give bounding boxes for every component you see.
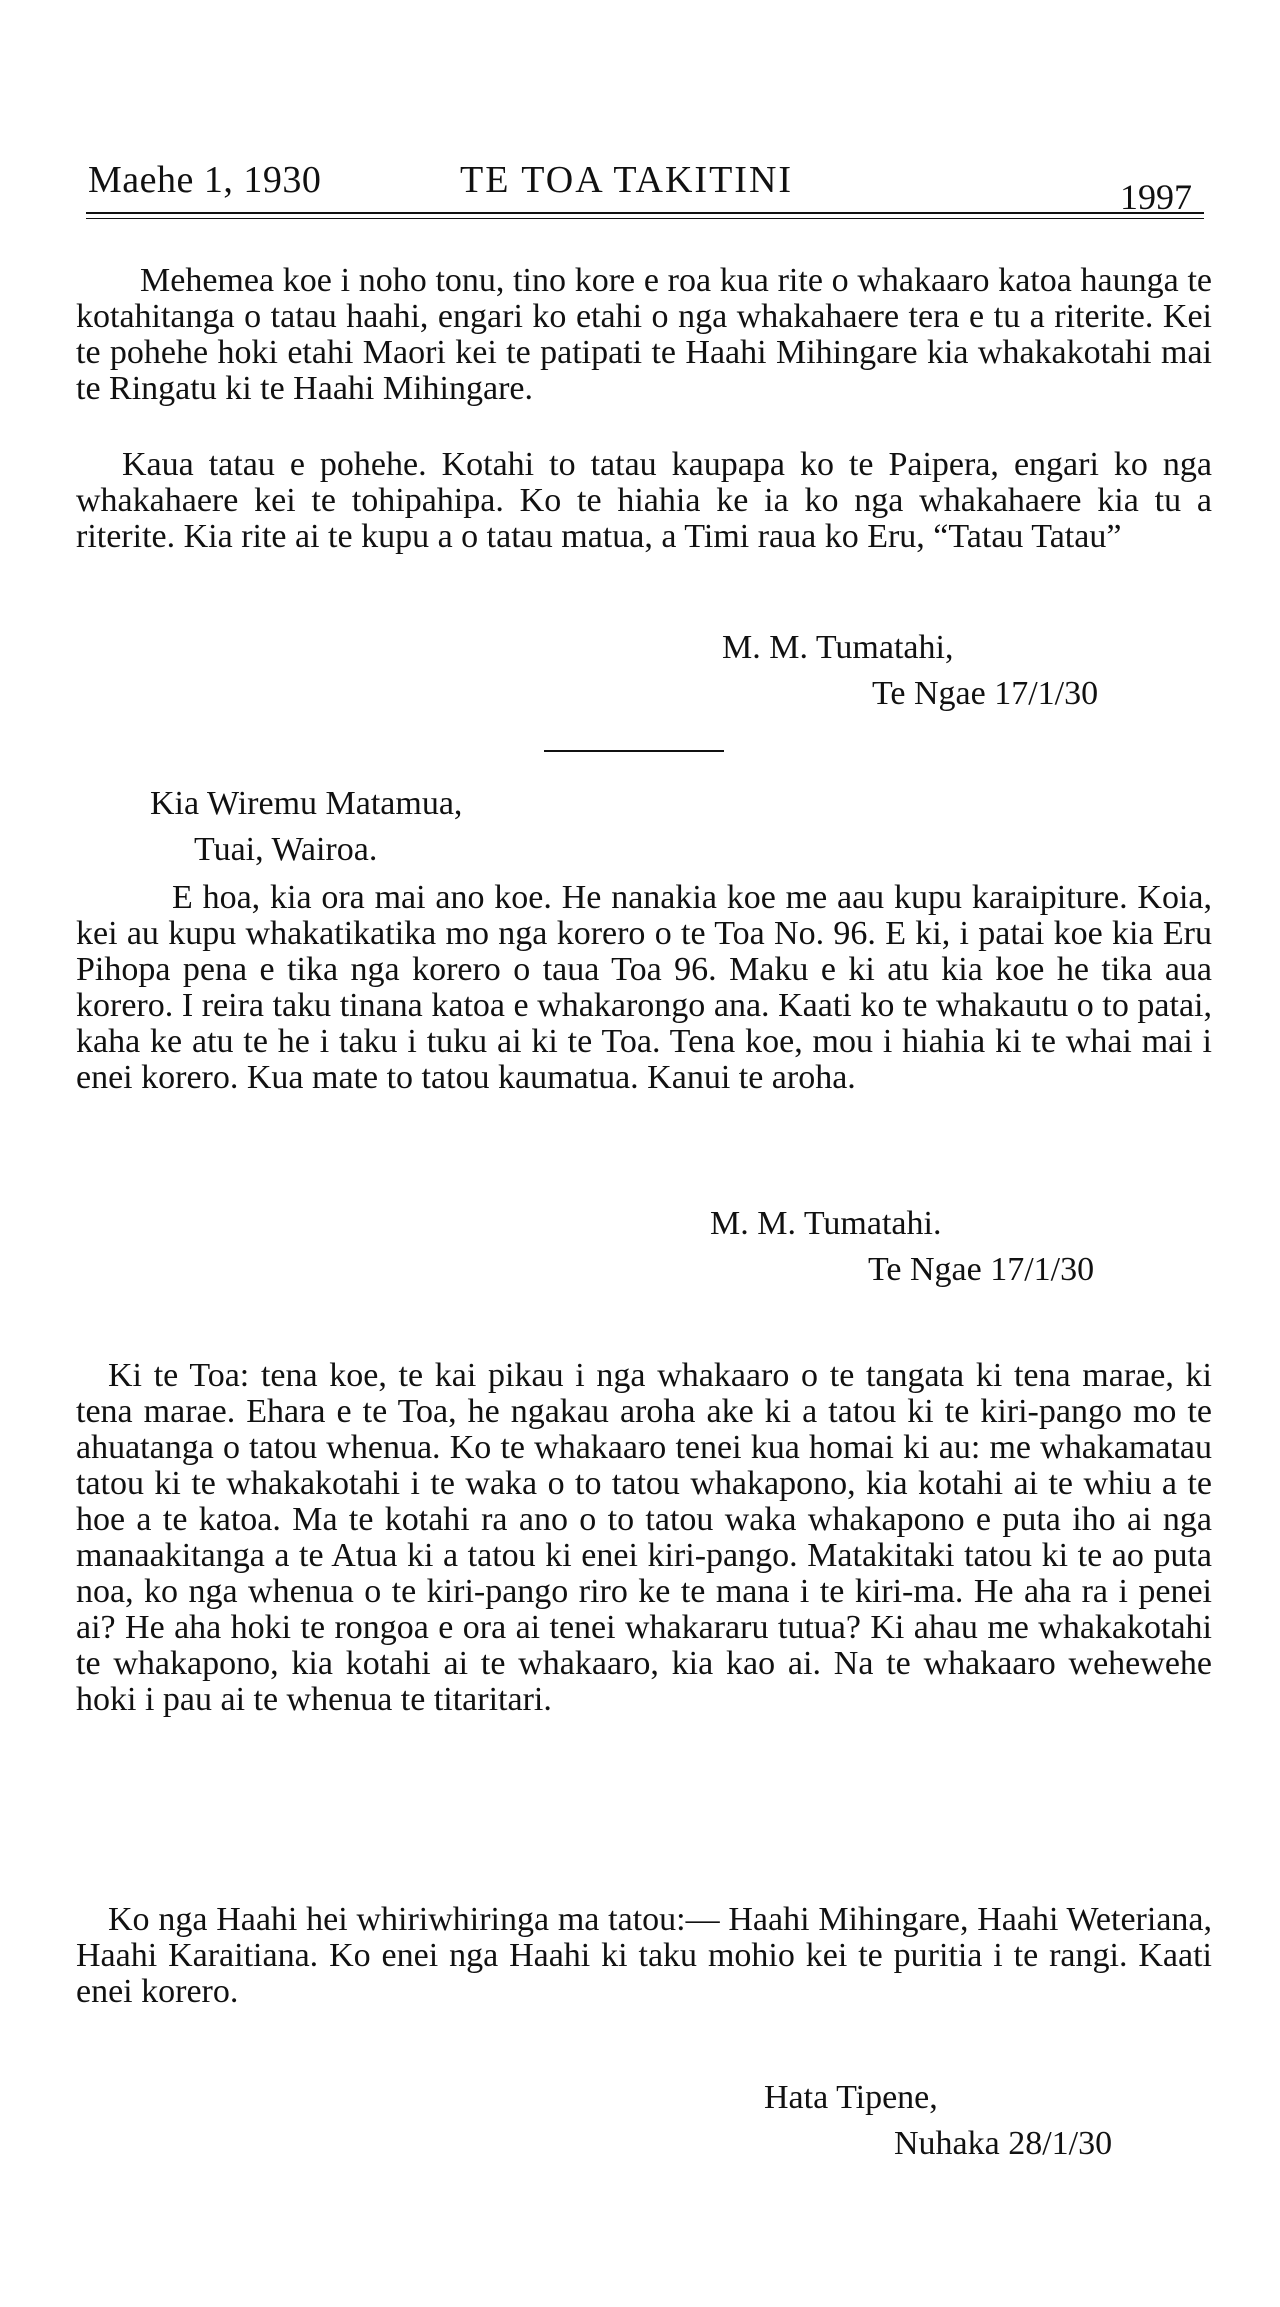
letter-2-address-line-2: Tuai, Wairoa.	[194, 831, 378, 868]
letter-2-place-date: Te Ngae 17/1/30	[868, 1251, 1095, 1288]
letter-1-place-date: Te Ngae 17/1/30	[872, 675, 1099, 712]
header-rule	[86, 212, 1204, 214]
letter-3-place-date: Nuhaka 28/1/30	[894, 2125, 1113, 2162]
letter-3-paragraph-1: Ki te Toa: tena koe, te kai pikau i nga whakaaro o te tangata ki tena marae, ki tena marae. Ehara e te Toa, he ngakau aroha ake ki a tatou ki te kiri-pango mo te ahuatanga o tatou whenua. Ko te whakaaro tenei kua homai ki au: me whakamatau tatou ki te whakakotahi i te waka o to tatou whakapono, kia kotahi ai te whiu a te hoe a te katoa. Ma te kotahi ra ano o to tatou waka whakapono e puta iho ai nga manaakitanga a te Atua ki a tatou ki enei kiri-pango. Matakitaki tatou ki te ao puta noa, ko nga whenua o te kiri-pango riro ke te mana i te kiri-ma. He aha ra i penei ai? He aha hoki te rongoa e ora ai tenei whakararu tutua? Ki ahau me whakakotahi te whakapono, kia kotahi ai te whakaaro, kia kao ai. Na te whakaaro wehewehe hoki i pau ai te whenua te titaritari.	[76, 1357, 1212, 1718]
letter-2-address-line-1: Kia Wiremu Matamua,	[150, 785, 463, 822]
letter-3-paragraph-2: Ko nga Haahi hei whiriwhiringa ma tatou:— Haahi Mihingare, Haahi Weteriana, Haahi Karaitiana. Ko enei nga Haahi ki taku mohio kei te puritia i te rangi. Kaati enei korero.	[76, 1901, 1212, 2010]
letter-1-paragraph-1: Mehemea koe i noho tonu, tino kore e roa kua rite o whakaaro katoa haunga te kotahitanga o tatau haahi, engari ko etahi o nga whakahaere tera e tu a riterite. Kei te pohehe hoki etahi Maori kei te patipati te Haahi Mihingare kia whakakotahi mai te Ringatu ki te Haahi Mihingare.	[76, 262, 1212, 407]
letter-1-paragraph-2: Kaua tatau e pohehe. Kotahi to tatau kaupapa ko te Paipera, engari ko nga whakahaere kei te tohipahipa. Ko te hiahia ke ia ko nga whakahaere kia tu a riterite. Kia rite ai te kupu a o tatau matua, a Timi raua ko Eru, “Tatau Tatau”	[76, 446, 1212, 555]
issue-date: Maehe 1, 1930	[88, 159, 322, 201]
letter-3-signature: Hata Tipene,	[764, 2079, 938, 2116]
letter-1-signature: M. M. Tumatahi,	[722, 629, 954, 666]
letter-2-signature: M. M. Tumatahi.	[710, 1205, 942, 1242]
page-number: 1997	[1120, 177, 1192, 217]
header-rule-thin	[86, 218, 1204, 219]
running-header	[88, 158, 1200, 216]
section-divider	[544, 750, 724, 752]
publication-title: TE TOA TAKITINI	[460, 159, 794, 201]
letter-2-paragraph-1: E hoa, kia ora mai ano koe. He nanakia koe me aau kupu karaipiture. Koia, kei au kupu whakatikatika mo nga korero o te Toa No. 96. E ki, i patai koe kia Eru Pihopa pena e tika nga korero o taua Toa 96. Maku e ki atu kia koe he tika aua korero. I reira taku tinana katoa e whakarongo ana. Kaati ko te whakautu o to patai, kaha ke atu te he i taku i tuku ai ki te Toa. Tena koe, mou i hiahia ki te whai mai i enei korero. Kua mate to tatou kaumatua. Kanui te aroha.	[76, 879, 1212, 1096]
